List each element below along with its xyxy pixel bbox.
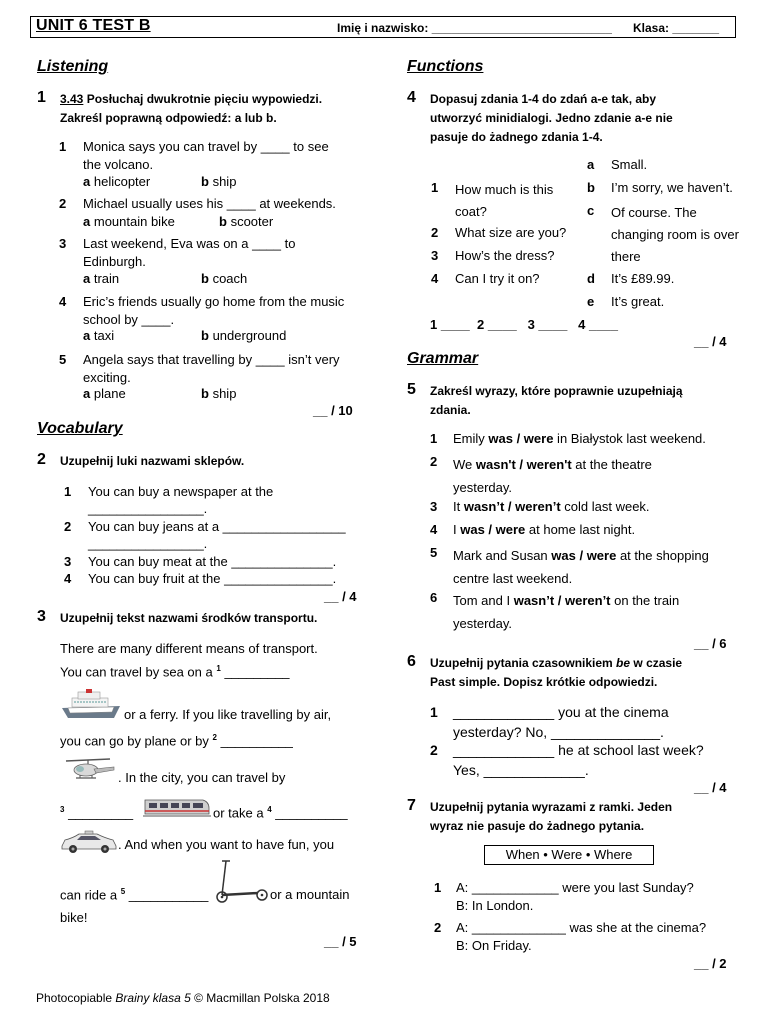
task-2-instruction: Uzupełnij luki nazwami sklepów. — [60, 454, 245, 468]
listening-item-text: Monica says you can travel by ____ to see — [83, 139, 329, 154]
dialogue-item[interactable] — [456, 919, 706, 955]
option-b[interactable]: b ship — [201, 386, 237, 401]
task-7-number: 7 — [407, 797, 416, 814]
vocab-item-number: 2 — [64, 519, 72, 534]
item-text: yesterday. — [453, 616, 513, 631]
question-number: 4 — [431, 271, 439, 286]
grammar-item-number: 4 — [430, 522, 438, 537]
transport-text-line: There are many different means of transport. — [60, 641, 318, 656]
gap-number: 5 — [120, 887, 126, 896]
response-letter: c — [587, 203, 595, 218]
task-4-instruction-line1: Dopasuj zdania 1-4 do zdań a-e tak, aby — [430, 92, 657, 106]
grammar-task5-score[interactable]: __ / 6 — [694, 636, 727, 651]
option-text: underground — [212, 328, 287, 343]
gap-1-blank[interactable]: _________ — [224, 664, 290, 680]
instruction-text: Uzupełnij pytania czasownikiem — [430, 656, 617, 670]
dialogue-item[interactable] — [456, 879, 694, 915]
transport-text-line: bike! — [60, 910, 88, 925]
grammar-task7-score[interactable]: __ / 2 — [694, 956, 727, 971]
transport-text: or take a — [213, 805, 264, 821]
transport-text-line — [60, 805, 133, 820]
functions-title: Functions — [407, 58, 484, 75]
gap-4-blank[interactable]: __________ — [275, 805, 348, 821]
option-b[interactable]: b coach — [201, 271, 248, 286]
vocab-item-text[interactable]: You can buy jeans at a _________________ — [88, 519, 346, 534]
vocabulary-task3-score[interactable]: __ / 5 — [324, 934, 357, 949]
task-1-instruction-line2: Zakreśl poprawną odpowiedź: a lub b. — [60, 111, 277, 125]
response-text: It’s £89.99. — [611, 271, 675, 286]
question-number: 1 — [431, 180, 439, 195]
grammar-item-number: 1 — [430, 704, 438, 720]
dialogue-line-b: B: In London. — [456, 898, 534, 913]
transport-text-line — [60, 887, 208, 902]
task-5-instruction-line1: Zakreśl wyrazy, które poprawnie uzupełniają — [430, 384, 683, 398]
option-text: scooter — [230, 214, 274, 229]
transport-text: can ride a — [60, 887, 118, 903]
transport-text-line: . In the city, you can travel by — [118, 770, 286, 785]
response-text: It’s great. — [611, 294, 665, 309]
helicopter-image — [60, 755, 120, 785]
transport-text-line: or a ferry. If you like travelling by air, — [124, 707, 332, 722]
class-field[interactable]: Klasa: _______ — [633, 21, 720, 35]
option-a[interactable]: a taxi — [83, 328, 115, 343]
grammar-item — [453, 498, 650, 516]
choice-words[interactable]: wasn’t / weren’t — [513, 593, 611, 608]
transport-text: you can go by plane or by — [60, 733, 209, 749]
gap-number: 3 — [60, 805, 65, 814]
grammar-item-number: 1 — [434, 880, 442, 895]
option-text: ship — [212, 174, 237, 189]
word-box: When • Were • Where — [484, 845, 654, 865]
functions-answer-blanks[interactable]: 1 ____ 2 ____ 3 ____ 4 ____ — [430, 317, 618, 332]
item-text: Emily — [453, 431, 489, 446]
task-1-number: 1 — [37, 89, 46, 106]
response-text — [611, 202, 739, 268]
train-image — [143, 796, 211, 818]
listening-item — [83, 138, 329, 174]
gap-number: 4 — [267, 805, 272, 814]
item-text: yesterday. — [453, 480, 513, 495]
listening-item-text: Eric’s friends usually go home from the music — [83, 294, 345, 309]
response-letter: a — [587, 157, 595, 172]
task-4-number: 4 — [407, 89, 416, 106]
listening-title: Listening — [37, 58, 109, 75]
question-number: 2 — [431, 225, 439, 240]
listening-score[interactable]: __ / 10 — [313, 403, 353, 418]
listening-item — [83, 351, 340, 387]
gap-5-blank[interactable]: ___________ — [128, 887, 209, 903]
option-a[interactable]: a plane — [83, 386, 126, 401]
response-text-line: changing room is over — [611, 227, 739, 242]
option-b[interactable]: b ship — [201, 174, 237, 189]
footer-text: Photocopiable — [36, 991, 116, 1005]
grammar-item — [453, 430, 706, 448]
instruction-text: w czasie — [630, 656, 683, 670]
item-text: I — [453, 522, 461, 537]
grammar-item — [453, 453, 652, 499]
item-text: Tom and I — [453, 593, 514, 608]
track-number: 3.43 — [60, 92, 84, 106]
instruction-text: Past simple. Dopisz krótkie odpowiedzi. — [430, 675, 658, 689]
task-5-instruction — [430, 382, 683, 420]
listening-item-number: 2 — [59, 196, 67, 211]
listening-item-text: exciting. — [83, 370, 131, 385]
listening-item-number: 4 — [59, 294, 67, 309]
listening-item — [83, 293, 344, 329]
option-text: helicopter — [93, 174, 151, 189]
task-5-instruction-line2: zdania. — [430, 403, 471, 417]
gap-3-blank[interactable]: _________ — [68, 805, 134, 821]
option-text: taxi — [93, 328, 115, 343]
cruise-ship-image — [60, 688, 124, 720]
choice-words[interactable]: wasn’t / weren’t — [463, 499, 561, 514]
functions-score[interactable]: __ / 4 — [694, 334, 727, 349]
task-4-instruction-line2: utworzyć minidialogi. Jedno zdanie a-e nie — [430, 111, 673, 125]
item-text: at the theatre — [571, 457, 652, 472]
option-text: ship — [212, 386, 237, 401]
answer-blank[interactable]: ________________. — [88, 501, 208, 516]
grammar-task6-score[interactable]: __ / 4 — [694, 780, 727, 795]
response-text: I’m sorry, we haven’t. — [611, 180, 733, 195]
task-1-instruction — [60, 90, 360, 128]
task-5-number: 5 — [407, 381, 416, 398]
question-text: What size are you? — [455, 225, 567, 240]
vocabulary-task2-score[interactable]: __ / 4 — [324, 589, 357, 604]
vocab-item-number: 1 — [64, 484, 72, 499]
response-text-line: Of course. The — [611, 205, 697, 220]
task-3-instruction: Uzupełnij tekst nazwami środków transportu. — [60, 611, 318, 625]
gap-2-blank[interactable]: __________ — [220, 733, 293, 749]
response-letter: b — [587, 180, 595, 195]
response-text-line: there — [611, 249, 641, 264]
item-text: at the shopping — [616, 548, 709, 563]
item-text: in Białystok last weekend. — [553, 431, 706, 446]
item-text: Mark and Susan — [453, 548, 552, 563]
question-item[interactable] — [453, 702, 669, 742]
item-text: cold last week. — [560, 499, 650, 514]
header-box — [30, 16, 736, 38]
dialogue-line-b: B: On Friday. — [456, 938, 532, 953]
dialogue-line-a[interactable]: A: _____________ was she at the cinema? — [456, 920, 707, 935]
task-3-number: 3 — [37, 608, 46, 625]
task-1-instruction-line1: Posłuchaj dwukrotnie pięciu wypowiedzi. — [86, 92, 323, 106]
grammar-item — [453, 521, 635, 539]
task-2-number: 2 — [37, 451, 46, 468]
item-text: at home last night. — [525, 522, 636, 537]
task-6-number: 6 — [407, 653, 416, 670]
question-text-line: coat? — [455, 204, 487, 219]
item-text: We — [453, 457, 476, 472]
instruction-text: Uzupełnij pytania wyrazami z ramki. Jeden — [430, 800, 673, 814]
task-4-instruction — [430, 90, 750, 147]
listening-item-number: 5 — [59, 352, 67, 367]
footer-text: © Macmillan Polska 2018 — [190, 991, 330, 1005]
unit-title: UNIT 6 TEST B — [36, 17, 151, 34]
listening-item — [83, 235, 295, 271]
grammar-item-number: 1 — [430, 431, 438, 446]
option-a[interactable]: a helicopter — [83, 174, 151, 189]
vocab-item-text[interactable]: You can buy fruit at the _______________. — [88, 571, 337, 586]
footer-copyright — [36, 991, 330, 1005]
transport-text-line — [213, 805, 348, 820]
name-field[interactable]: Imię i nazwisko: ___________________________ — [337, 21, 612, 35]
answer-blank[interactable]: ________________. — [88, 536, 208, 551]
grammar-item-number: 5 — [430, 545, 438, 560]
question-line[interactable]: yesterday? No, ______________. — [453, 724, 664, 740]
transport-text: You can travel by sea on a — [60, 664, 213, 680]
kick-scooter-image — [212, 857, 270, 903]
vocab-item-text[interactable]: You can buy meat at the ______________. — [88, 554, 337, 569]
choice-words[interactable]: was / were — [488, 431, 554, 446]
item-text: It — [453, 499, 464, 514]
task-4-instruction-line3: pasuje do żadnego zdania 1-4. — [430, 130, 603, 144]
question-line[interactable]: _____________ you at the cinema — [453, 704, 669, 720]
grammar-item — [453, 544, 709, 590]
transport-text-line — [60, 733, 293, 748]
response-text: Small. — [611, 157, 648, 172]
taxi-image — [59, 830, 119, 854]
vocab-item-text: You can buy a newspaper at the — [88, 484, 274, 499]
grammar-item-number: 6 — [430, 590, 438, 605]
grammar-item-number: 2 — [430, 742, 438, 758]
option-text: plane — [93, 386, 126, 401]
listening-item-text: Edinburgh. — [83, 254, 146, 269]
transport-text-line: or a mountain — [270, 887, 350, 902]
listening-item-text: Michael usually uses his ____ at weekends. — [83, 196, 336, 211]
option-b[interactable]: b scooter — [219, 214, 274, 229]
vocab-item-number: 4 — [64, 571, 72, 586]
question-line[interactable]: _____________ he at school last week? — [453, 742, 704, 758]
question-item[interactable] — [453, 740, 704, 780]
question-text — [455, 179, 553, 223]
question-text-line: How much is this — [455, 182, 554, 197]
choice-words[interactable]: wasn't / weren't — [475, 457, 572, 472]
question-text: Can I try it on? — [455, 271, 540, 286]
listening-item-text: the volcano. — [83, 157, 154, 172]
grammar-item-number: 3 — [430, 499, 438, 514]
option-text: mountain bike — [93, 214, 175, 229]
dialogue-line-a[interactable]: A: ____________ were you last Sunday? — [456, 880, 694, 895]
option-text: train — [93, 271, 120, 286]
listening-item-text: Last weekend, Eva was on a ____ to — [83, 236, 296, 251]
instruction-text: wyraz nie pasuje do żadnego pytania. — [430, 819, 645, 833]
instruction-emphasis: be — [616, 656, 631, 670]
listening-item-text: Angela says that travelling by ____ isn’t very — [83, 352, 340, 367]
question-text: How’s the dress? — [455, 248, 555, 263]
question-line[interactable]: Yes, _____________. — [453, 762, 589, 778]
option-a[interactable]: a train — [83, 271, 120, 286]
footer-book-title: Brainy klasa 5 — [115, 991, 191, 1005]
task-7-instruction — [430, 798, 672, 836]
vocab-item-number: 3 — [64, 554, 72, 569]
grammar-title: Grammar — [407, 350, 479, 367]
transport-text-line: . And when you want to have fun, you — [118, 837, 335, 852]
option-a[interactable]: a mountain bike — [83, 214, 175, 229]
transport-text-line — [60, 664, 290, 679]
grammar-item — [453, 589, 679, 635]
task-6-instruction — [430, 654, 682, 692]
choice-words[interactable]: was / were — [551, 548, 617, 563]
listening-item-number: 3 — [59, 236, 67, 251]
vocabulary-title: Vocabulary — [37, 420, 123, 437]
item-text: on the train — [610, 593, 680, 608]
listening-item-number: 1 — [59, 139, 67, 154]
response-letter: e — [587, 294, 595, 309]
gap-number: 1 — [216, 664, 221, 673]
option-b[interactable]: b underground — [201, 328, 287, 343]
grammar-item-number: 2 — [430, 454, 438, 469]
item-text: centre last weekend. — [453, 571, 573, 586]
listening-item-text: school by ____. — [83, 312, 175, 327]
gap-number: 2 — [212, 733, 217, 742]
option-text: coach — [212, 271, 248, 286]
grammar-item-number: 2 — [434, 920, 442, 935]
response-letter: d — [587, 271, 595, 286]
choice-words[interactable]: was / were — [460, 522, 526, 537]
question-number: 3 — [431, 248, 439, 263]
